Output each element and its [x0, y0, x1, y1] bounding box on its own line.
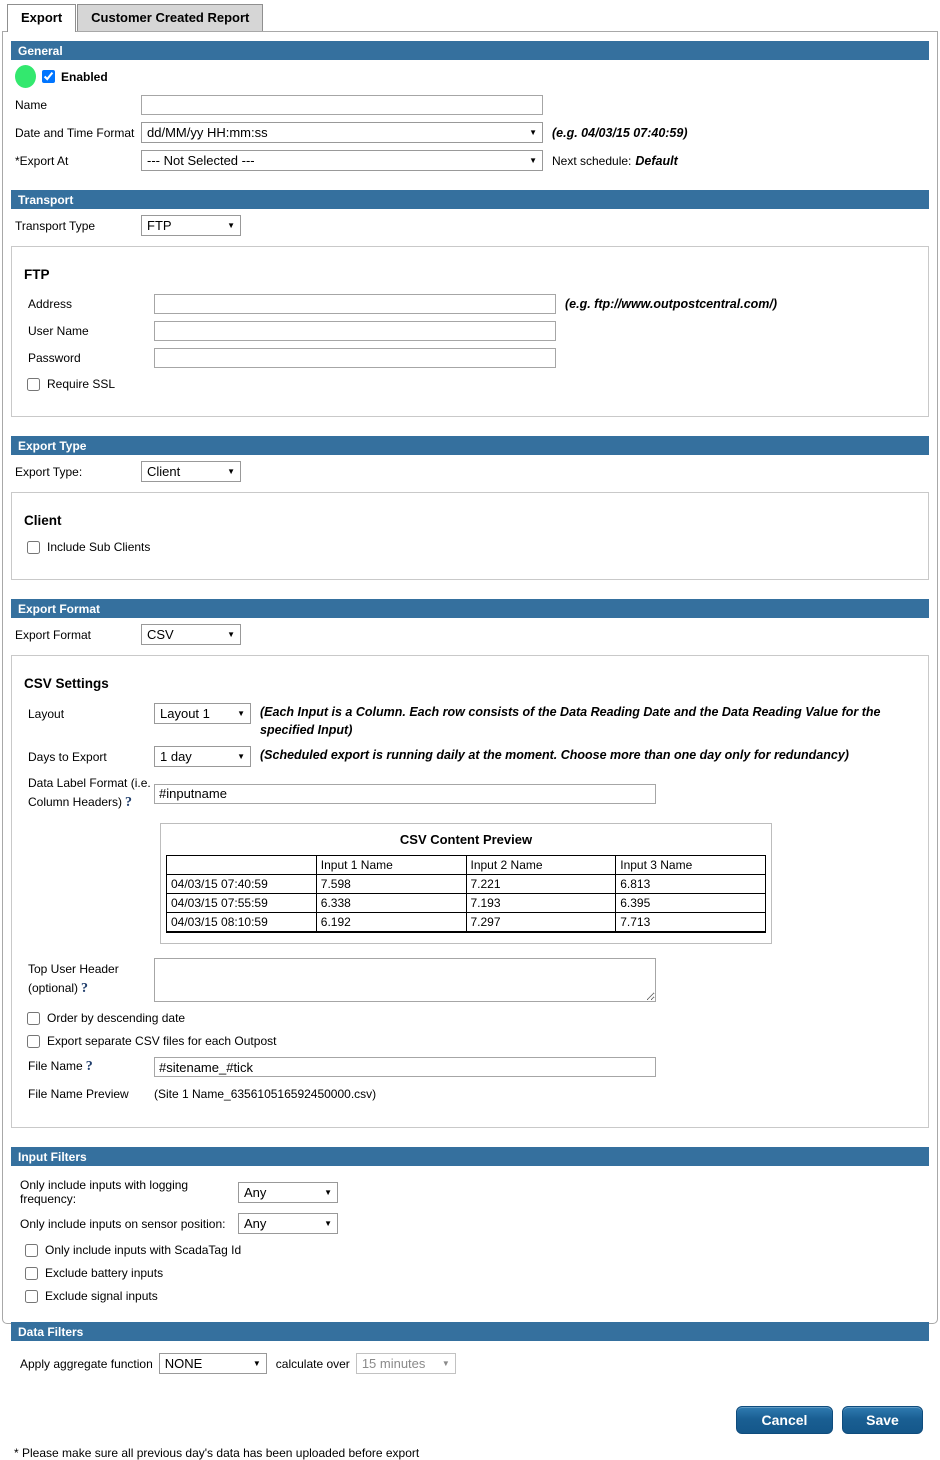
cancel-button[interactable]: Cancel — [736, 1406, 833, 1434]
layout-label: Layout — [28, 707, 65, 721]
dropdown-arrow-icon: ▼ — [252, 1359, 261, 1369]
csv-preview-title: CSV Content Preview — [399, 832, 533, 848]
csv-preview-col: Input 1 Name — [316, 856, 466, 875]
export-at-select[interactable] — [141, 150, 543, 171]
layout-value: Layout 1 — [160, 706, 210, 721]
section-header-transport: Transport — [11, 190, 929, 209]
order-desc-label: Order by descending date — [47, 1011, 186, 1026]
section-export-format — [11, 599, 929, 1128]
section-transport — [11, 190, 929, 417]
dropdown-arrow-icon: ▼ — [227, 630, 235, 639]
scadatag-checkbox[interactable] — [25, 1244, 38, 1257]
csv-preview-cell: 7.221 — [466, 875, 616, 894]
include-sub-clients-row — [27, 540, 914, 554]
order-desc-checkbox[interactable] — [27, 1012, 40, 1025]
file-name-preview-value: (Site 1 Name_635610516592450000.csv) — [154, 1087, 377, 1102]
datetime-format-row — [15, 122, 927, 143]
next-schedule-value: Default — [635, 153, 678, 168]
dropdown-arrow-icon: ▼ — [529, 156, 537, 165]
ftp-password-input[interactable] — [154, 348, 556, 368]
next-schedule-label: Next schedule: — [552, 153, 632, 168]
days-to-export-label: Days to Export — [28, 750, 107, 765]
data-label-format-row — [28, 774, 914, 813]
csv-preview-row — [167, 875, 766, 894]
ftp-panel-title: FTP — [24, 267, 50, 282]
data-label-format-input[interactable] — [154, 784, 656, 804]
enabled-checkbox[interactable] — [42, 70, 55, 83]
aggregate-function-row — [20, 1353, 927, 1374]
tab-customer-created-report[interactable]: Customer Created Report — [77, 4, 263, 31]
csv-preview-cell: 7.297 — [466, 913, 616, 933]
sensor-position-select[interactable] — [238, 1213, 338, 1234]
name-input[interactable] — [141, 95, 543, 115]
export-at-row — [15, 150, 927, 171]
section-export-type — [11, 436, 929, 580]
sensor-position-row — [20, 1213, 927, 1234]
layout-row — [28, 703, 914, 739]
logging-frequency-label: Only include inputs with logging frequency: — [20, 1178, 189, 1207]
logging-frequency-value: Any — [244, 1184, 267, 1200]
csv-preview-cell: 7.598 — [316, 875, 466, 894]
tab-export[interactable]: Export — [7, 4, 76, 32]
transport-type-row — [15, 215, 927, 236]
transport-type-value: FTP — [147, 218, 172, 233]
csv-preview-header-row — [167, 856, 766, 875]
layout-select[interactable] — [154, 703, 251, 724]
exclude-signal-row — [25, 1289, 927, 1303]
file-name-input[interactable] — [154, 1057, 656, 1077]
dropdown-arrow-icon: ▼ — [324, 1219, 332, 1229]
export-format-label: Export Format — [15, 627, 92, 642]
aggregate-function-label: Apply aggregate function — [20, 1356, 153, 1371]
days-to-export-value: 1 day — [160, 749, 192, 765]
section-header-export-format: Export Format — [11, 599, 929, 618]
aggregate-function-select[interactable] — [159, 1353, 267, 1374]
csv-settings-panel — [11, 655, 929, 1128]
include-sub-clients-checkbox[interactable] — [27, 541, 40, 554]
ftp-address-input[interactable] — [154, 294, 556, 314]
section-header-export-type: Export Type — [11, 436, 929, 455]
ftp-address-example: (e.g. ftp://www.outpostcentral.com/) — [565, 297, 778, 311]
scadatag-row — [25, 1243, 927, 1257]
dropdown-arrow-icon: ▼ — [441, 1359, 450, 1369]
days-to-export-row — [28, 746, 914, 767]
days-to-export-note: (Scheduled export is running daily at the moment. Choose more than one day only for redundancy) — [260, 748, 849, 763]
dropdown-arrow-icon: ▼ — [227, 467, 235, 476]
file-name-label: File Name ? — [28, 1059, 93, 1075]
exclude-signal-label: Exclude signal inputs — [45, 1289, 158, 1304]
dropdown-arrow-icon: ▼ — [237, 752, 245, 762]
sensor-position-label: Only include inputs on sensor position: — [20, 1216, 226, 1231]
csv-preview-cell: 7.193 — [466, 894, 616, 913]
ftp-address-label: Address — [28, 297, 73, 311]
export-at-value: --- Not Selected --- — [147, 153, 255, 168]
csv-preview-col: Input 2 Name — [466, 856, 616, 875]
csv-content-preview — [160, 823, 772, 944]
help-icon[interactable]: ? — [81, 981, 89, 997]
datetime-format-example: (e.g. 04/03/15 07:40:59) — [552, 125, 688, 140]
csv-preview-cell: 7.713 — [616, 913, 766, 933]
transport-type-label: Transport Type — [15, 218, 96, 233]
csv-preview-cell: 6.395 — [616, 894, 766, 913]
export-format-row — [15, 624, 927, 645]
save-button[interactable]: Save — [842, 1406, 923, 1434]
transport-type-select[interactable] — [141, 215, 241, 236]
ftp-address-row — [28, 294, 914, 314]
ftp-password-row — [28, 348, 914, 368]
scadatag-label: Only include inputs with ScadaTag Id — [45, 1243, 242, 1258]
file-name-preview-label: File Name Preview — [28, 1087, 129, 1102]
ftp-username-label: User Name — [28, 324, 89, 338]
calculate-over-value: 15 minutes — [361, 1356, 426, 1372]
name-row — [15, 95, 927, 115]
exclude-signal-checkbox[interactable] — [25, 1290, 38, 1303]
require-ssl-label: Require SSL — [47, 377, 116, 391]
tab-bar — [7, 4, 940, 31]
csv-preview-col: Input 3 Name — [616, 856, 766, 875]
section-input-filters — [11, 1147, 929, 1303]
export-type-label: Export Type: — [15, 464, 83, 479]
footer-note: * Please make sure all previous day's data has been uploaded before export — [14, 1446, 420, 1460]
dropdown-arrow-icon: ▼ — [227, 221, 235, 230]
logging-frequency-row — [20, 1178, 927, 1206]
csv-settings-title: CSV Settings — [24, 676, 109, 691]
section-general — [11, 41, 929, 171]
export-format-value: CSV — [147, 627, 174, 642]
ftp-username-row — [28, 321, 914, 341]
section-header-data-filters: Data Filters — [11, 1322, 929, 1341]
ftp-username-input[interactable] — [154, 321, 556, 341]
help-icon[interactable]: ? — [125, 795, 133, 811]
require-ssl-checkbox[interactable] — [27, 378, 40, 391]
top-user-header-textarea[interactable] — [154, 958, 656, 1002]
csv-preview-cell: 04/03/15 08:10:59 — [167, 913, 317, 933]
csv-preview-row — [167, 894, 766, 913]
export-type-row — [15, 461, 927, 482]
dropdown-arrow-icon: ▼ — [324, 1187, 332, 1197]
file-name-row — [28, 1057, 914, 1077]
include-sub-clients-label: Include Sub Clients — [47, 540, 151, 554]
datetime-format-select[interactable] — [141, 122, 543, 143]
section-data-filters — [11, 1322, 929, 1374]
calculate-over-label: calculate over — [275, 1356, 350, 1371]
require-ssl-row — [27, 377, 914, 391]
separate-files-row — [27, 1034, 914, 1048]
name-label: Name — [15, 98, 48, 112]
calculate-over-select — [356, 1353, 456, 1374]
enabled-status-indicator — [15, 65, 36, 88]
csv-preview-cell: 6.813 — [616, 875, 766, 894]
sensor-position-value: Any — [244, 1216, 267, 1232]
csv-preview-row — [167, 913, 766, 933]
csv-preview-table — [166, 855, 766, 933]
file-name-preview-row — [28, 1084, 914, 1104]
csv-preview-cell: 6.192 — [316, 913, 466, 933]
csv-preview-col — [167, 856, 317, 875]
client-panel-title: Client — [24, 513, 62, 528]
order-desc-row — [27, 1011, 914, 1025]
top-user-header-row — [28, 958, 914, 1002]
separate-files-checkbox[interactable] — [27, 1035, 40, 1048]
export-type-select[interactable] — [141, 461, 241, 482]
datetime-format-label: Date and Time Format — [15, 125, 135, 140]
csv-preview-cell: 04/03/15 07:55:59 — [167, 894, 317, 913]
footer-buttons — [11, 1406, 923, 1434]
data-label-format-label: Data Label Format (i.e. Column Headers) ? — [28, 776, 151, 811]
export-format-select[interactable] — [141, 624, 241, 645]
separate-files-label: Export separate CSV files for each Outpost — [47, 1034, 277, 1049]
exclude-battery-checkbox[interactable] — [25, 1267, 38, 1280]
exclude-battery-row — [25, 1266, 927, 1280]
exclude-battery-label: Exclude battery inputs — [45, 1266, 164, 1281]
days-to-export-select[interactable] — [154, 746, 251, 767]
aggregate-function-value: NONE — [164, 1356, 203, 1372]
datetime-format-value: dd/MM/yy HH:mm:ss — [147, 125, 268, 140]
ftp-password-label: Password — [28, 351, 81, 365]
enabled-row — [15, 65, 927, 88]
help-icon[interactable]: ? — [85, 1059, 93, 1075]
client-panel — [11, 492, 929, 580]
export-at-label: *Export At — [15, 153, 69, 168]
dropdown-arrow-icon: ▼ — [529, 128, 537, 137]
dropdown-arrow-icon: ▼ — [237, 709, 245, 718]
section-header-input-filters: Input Filters — [11, 1147, 929, 1166]
export-form-page — [2, 31, 938, 1460]
csv-preview-cell: 6.338 — [316, 894, 466, 913]
layout-note: (Each Input is a Column. Each row consists of the Data Reading Date and the Data Reading Value for the specified Input) — [260, 705, 881, 738]
csv-preview-cell: 04/03/15 07:40:59 — [167, 875, 317, 894]
ftp-panel — [11, 246, 929, 417]
top-user-header-label: Top User Header (optional) ? — [28, 962, 119, 997]
section-header-general: General — [11, 41, 929, 60]
enabled-label: Enabled — [61, 69, 108, 84]
export-type-value: Client — [147, 464, 181, 479]
logging-frequency-select[interactable] — [238, 1182, 338, 1203]
